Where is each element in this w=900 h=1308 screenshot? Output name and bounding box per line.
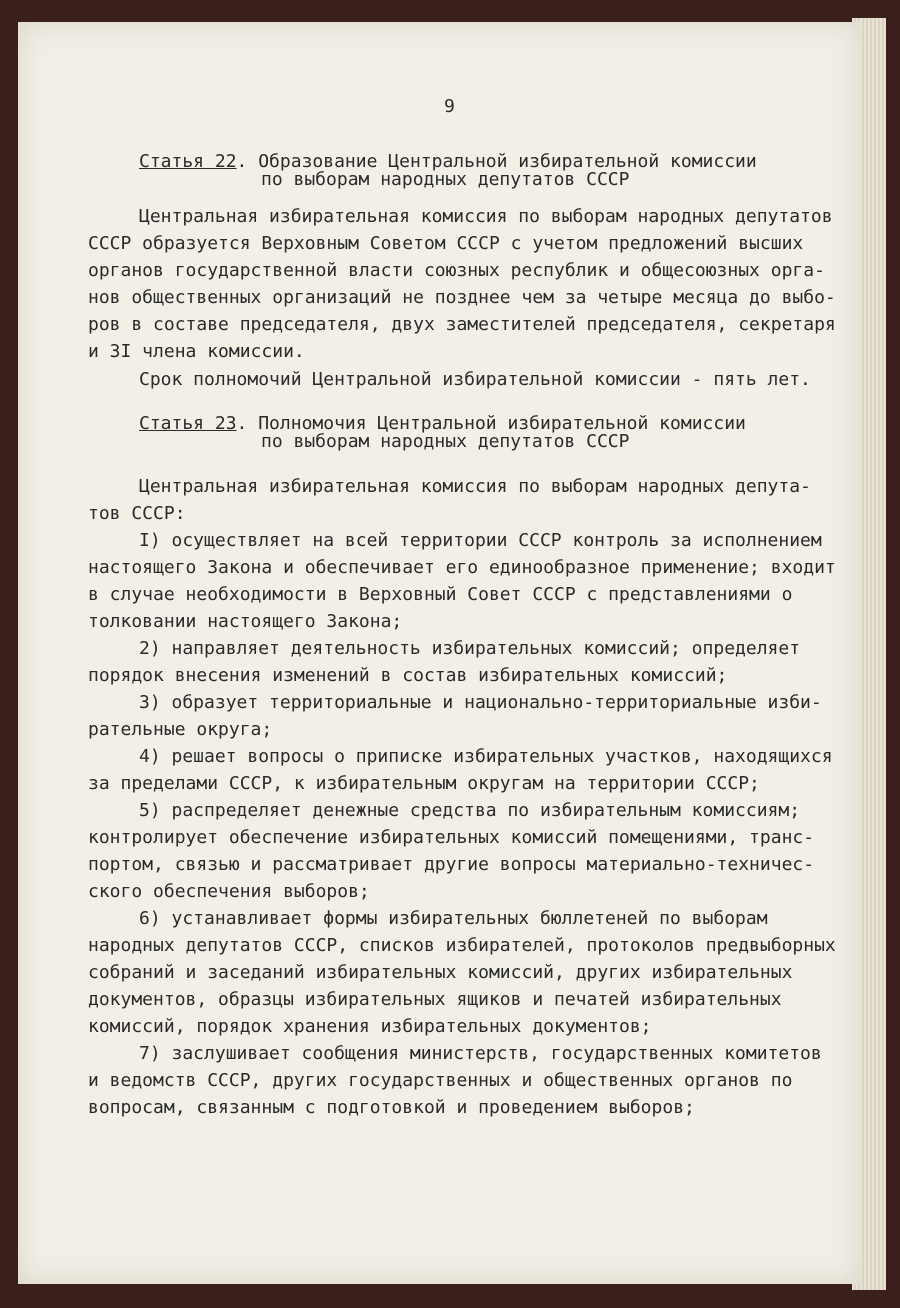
article-23-item-line: 4) решает вопросы о приписке избирательных участков, находящихся <box>139 746 833 767</box>
article-23-item-line: и ведомств СССР, других государственных и общественных органов по <box>88 1070 793 1091</box>
article-22-p2: Срок полномочий Центральной избирательной комиссии - пять лет. <box>139 369 811 390</box>
article-23-item-line: вопросам, связанным с подготовкой и проведением выборов; <box>88 1097 695 1118</box>
article-23-item-line: 2) направляет деятельность избирательных комиссий; определяет <box>139 638 801 659</box>
article-23-item-line: в случае необходимости в Верховный Совет СССР с представлениями о <box>88 584 793 605</box>
article-23-item-line: настоящего Закона и обеспечивает его единообразное применение; входит <box>88 557 836 578</box>
article-23-item-line: комиссий, порядок хранения избирательных документов; <box>88 1016 652 1037</box>
article-23-item-line: 5) распределяет денежные средства по избирательным комиссиям; <box>139 800 801 821</box>
article-23-item-line: ского обеспечения выборов; <box>88 881 370 902</box>
article-22-title-line2: по выборам народных депутатов СССР <box>261 169 630 190</box>
article-23-item-line: рательные округа; <box>88 719 273 740</box>
article-23-item-line: собраний и заседаний избирательных комиссий, других избирательных <box>88 962 793 983</box>
article-23-title-line1: . Полномочия Центральной избирательной комиссии <box>236 413 746 434</box>
article-22-p1-line: и 3I члена комиссии. <box>88 341 305 362</box>
article-23-title-line2: по выборам народных депутатов СССР <box>261 431 630 452</box>
article-22-label: Статья 22 <box>139 151 237 172</box>
article-23-item-line: порядок внесения изменений в состав избирательных комиссий; <box>88 665 728 686</box>
article-23-intro-line: Центральная избирательная комиссия по выборам народных депута- <box>139 476 811 497</box>
article-22-p1-line: Центральная избирательная комиссия по выборам народных депутатов <box>139 206 833 227</box>
article-23-label: Статья 23 <box>139 413 237 434</box>
article-22-p1-line: органов государственной власти союзных республик и общесоюзных орга- <box>88 260 825 281</box>
article-23-item-line: контролирует обеспечение избирательных комиссий помещениями, транс- <box>88 827 815 848</box>
article-23-intro-line: тов СССР: <box>88 503 186 524</box>
article-23-item-line: за пределами СССР, к избирательным округам на территории СССР; <box>88 773 760 794</box>
article-22-p1-line: СССР образуется Верховным Советом СССР с учетом предложений высших <box>88 233 804 254</box>
page-number: 9 <box>444 96 455 117</box>
article-23-item-line: 6) устанавливает формы избирательных бюллетеней по выборам <box>139 908 768 929</box>
article-22-title-line1: . Образование Центральной избирательной комиссии <box>236 151 757 172</box>
article-22-p1-line: нов общественных организаций не позднее чем за четыре месяца до выбо- <box>88 287 836 308</box>
article-23-item-line: толковании настоящего Закона; <box>88 611 403 632</box>
article-23-item-line: документов, образцы избирательных ящиков и печатей избирательных <box>88 989 782 1010</box>
document-page <box>18 22 860 1284</box>
article-23-item-line: народных депутатов СССР, списков избирателей, протоколов предвыборных <box>88 935 836 956</box>
article-23-item-line: I) осуществляет на всей территории СССР контроль за исполнением <box>139 530 822 551</box>
article-22-p1-line: ров в составе председателя, двух заместителей председателя, секретаря <box>88 314 836 335</box>
article-23-item-line: 7) заслушивает сообщения министерств, государственных комитетов <box>139 1043 822 1064</box>
article-23-item-line: 3) образует территориальные и национально-территориальные изби- <box>139 692 822 713</box>
article-23-item-line: портом, связью и рассматривает другие вопросы материально-техничес- <box>88 854 815 875</box>
